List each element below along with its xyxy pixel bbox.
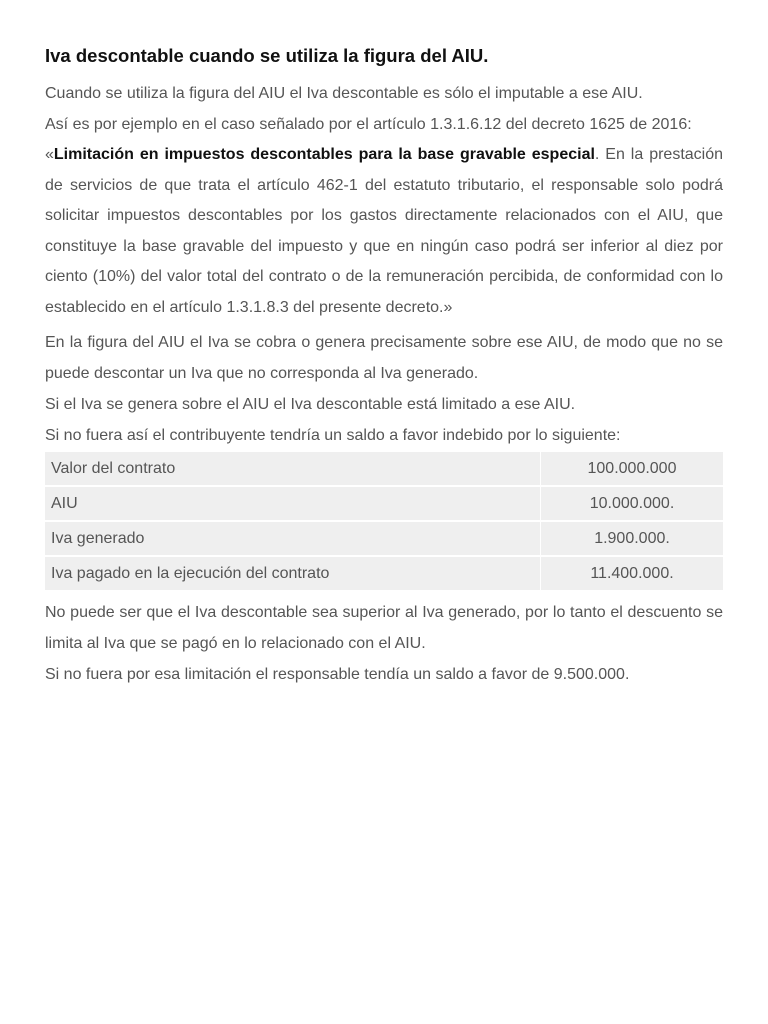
- document-body: [45, 40, 723, 690]
- table-row-value: 10.000.000.: [541, 486, 724, 521]
- table-row-label: Iva generado: [45, 521, 541, 556]
- paragraph-final-balance: Si no fuera por esa limitación el responsable tendía un saldo a favor de 9.500.000.: [45, 666, 630, 683]
- table-row: [45, 486, 723, 521]
- table-row: [45, 556, 723, 591]
- paragraph-intro: Cuando se utiliza la figura del AIU el Iva descontable es sólo el imputable a ese AIU.: [45, 85, 643, 102]
- quote-bold-heading: Limitación en impuestos descontables para la base gravable especial: [53, 146, 595, 163]
- table-row-value: 11.400.000.: [541, 556, 724, 591]
- table-row: [45, 452, 723, 486]
- paragraph-quote: [45, 140, 723, 323]
- paragraph-aiu-figure: En la figura del AIU el Iva se cobra o genera precisamente sobre ese AIU, de modo que no se puede descontar un Iva que no corresponda al Iva generado.: [45, 334, 723, 382]
- table-row: [45, 521, 723, 556]
- values-table: [45, 452, 723, 592]
- table-row-value: 100.000.000: [541, 452, 724, 486]
- table-row-label: Valor del contrato: [45, 452, 541, 486]
- table-row-value: 1.900.000.: [541, 521, 724, 556]
- quote-open-mark: «: [45, 146, 54, 163]
- quote-text: . En la prestación de servicios de que trata el artículo 462-1 del estatuto tributario, el responsable solo podrá solicitar impuestos descontables por los gastos directamente relacionados con el AIU, que constituye la base gravable del impuesto y que en ningún caso podrá ser inferior al diez por ciento (10%) del valor total del contrato o de la remuneración percibida, de conformidad con lo establecido en el artículo 1.3.1.8.3 del presente decreto.»: [45, 146, 724, 316]
- paragraph-conclusion: No puede ser que el Iva descontable sea superior al Iva generado, por lo tanto el descuento se limita al Iva que se pagó en lo relacionado con el AIU.: [45, 604, 723, 652]
- document-title: Iva descontable cuando se utiliza la figura del AIU.: [45, 45, 489, 66]
- paragraph-balance-intro: Si no fuera así el contribuyente tendría un saldo a favor indebido por lo siguiente:: [45, 427, 621, 444]
- table-row-label: AIU: [45, 486, 541, 521]
- table-row-label: Iva pagado en la ejecución del contrato: [45, 556, 541, 591]
- paragraph-limit: Si el Iva se genera sobre el AIU el Iva descontable está limitado a ese AIU.: [45, 396, 576, 413]
- paragraph-example: Así es por ejemplo en el caso señalado por el artículo 1.3.1.6.12 del decreto 1625 de 2016:: [45, 116, 692, 133]
